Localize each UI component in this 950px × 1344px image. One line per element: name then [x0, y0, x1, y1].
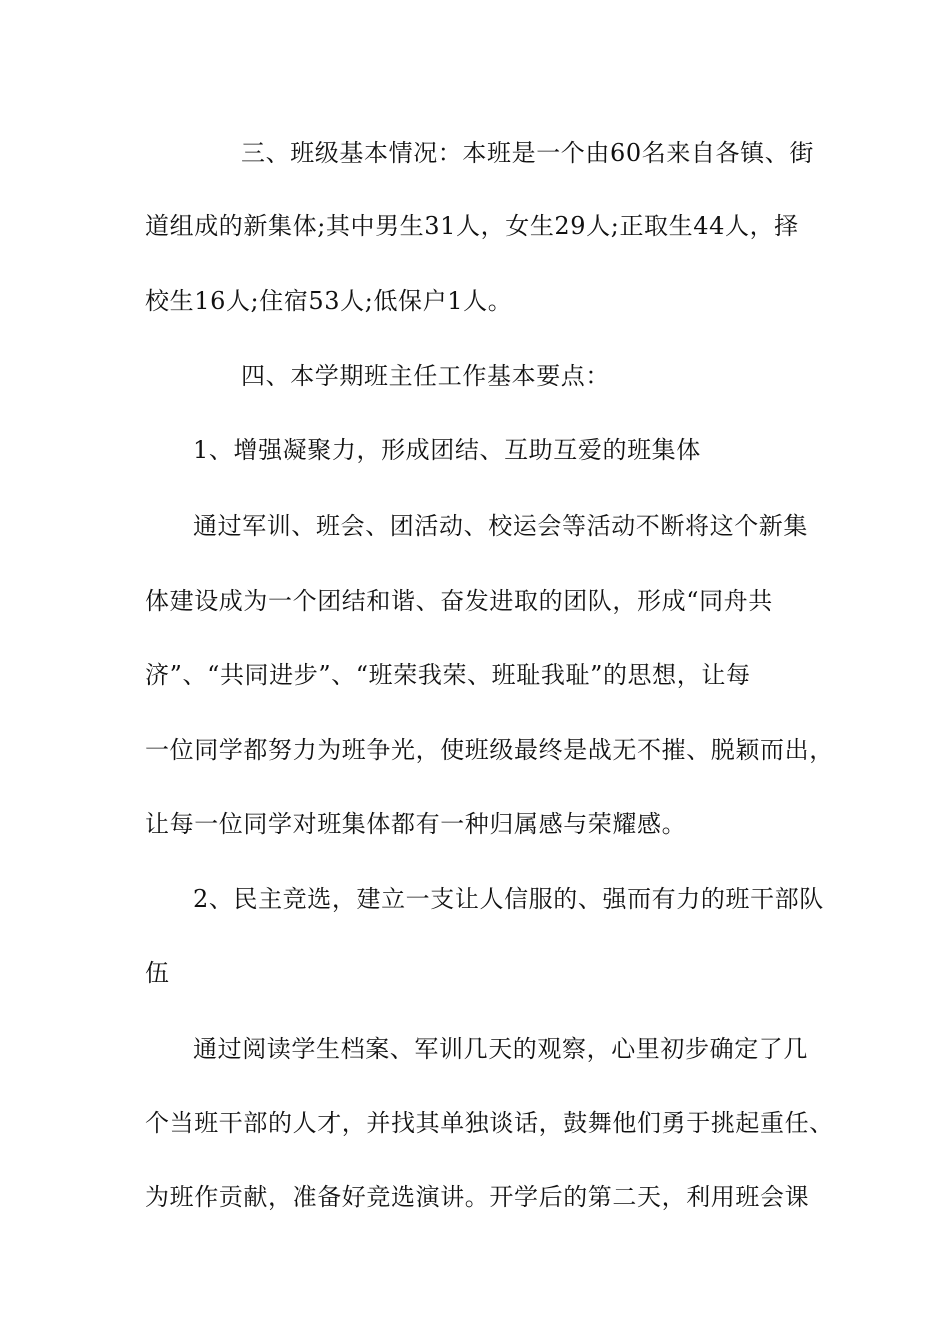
- item-1-body-line: 通过军训、班会、团活动、校运会等活动不断将这个新集: [193, 512, 808, 540]
- item-1-body-line: 让每一位同学对班集体都有一种归属感与荣耀感。: [145, 810, 687, 838]
- item-2-heading-continuation: 伍: [145, 959, 170, 987]
- item-2-heading: 2、民主竞选，建立一支让人信服的、强而有力的班干部队: [193, 885, 824, 913]
- section-3-heading-line: 三、班级基本情况：本班是一个由60名来自各镇、街: [241, 139, 814, 167]
- section-4-heading: 四、本学期班主任工作基本要点：: [241, 362, 610, 390]
- item-2-body-line: 通过阅读学生档案、军训几天的观察，心里初步确定了几: [193, 1035, 808, 1063]
- item-1-body-line: 体建设成为一个团结和谐、奋发进取的团队，形成“同舟共: [145, 587, 773, 615]
- section-3-body-line: 校生16人;住宿53人;低保户1人。: [145, 287, 513, 315]
- section-3-body-line: 道组成的新集体;其中男生31人，女生29人;正取生44人，择: [145, 212, 799, 240]
- item-1-heading: 1、增强凝聚力，形成团结、互助互爱的班集体: [193, 436, 701, 464]
- item-1-body-line: 济”、“共同进步”、“班荣我荣、班耻我耻”的思想，让每: [145, 661, 751, 689]
- item-2-body-line: 为班作贡献，准备好竞选演讲。开学后的第二天，利用班会课: [145, 1183, 810, 1211]
- item-1-body-line: 一位同学都努力为班争光，使班级最终是战无不摧、脱颖而出，: [145, 736, 834, 764]
- item-2-body-line: 个当班干部的人才，并找其单独谈话，鼓舞他们勇于挑起重任、: [145, 1109, 834, 1137]
